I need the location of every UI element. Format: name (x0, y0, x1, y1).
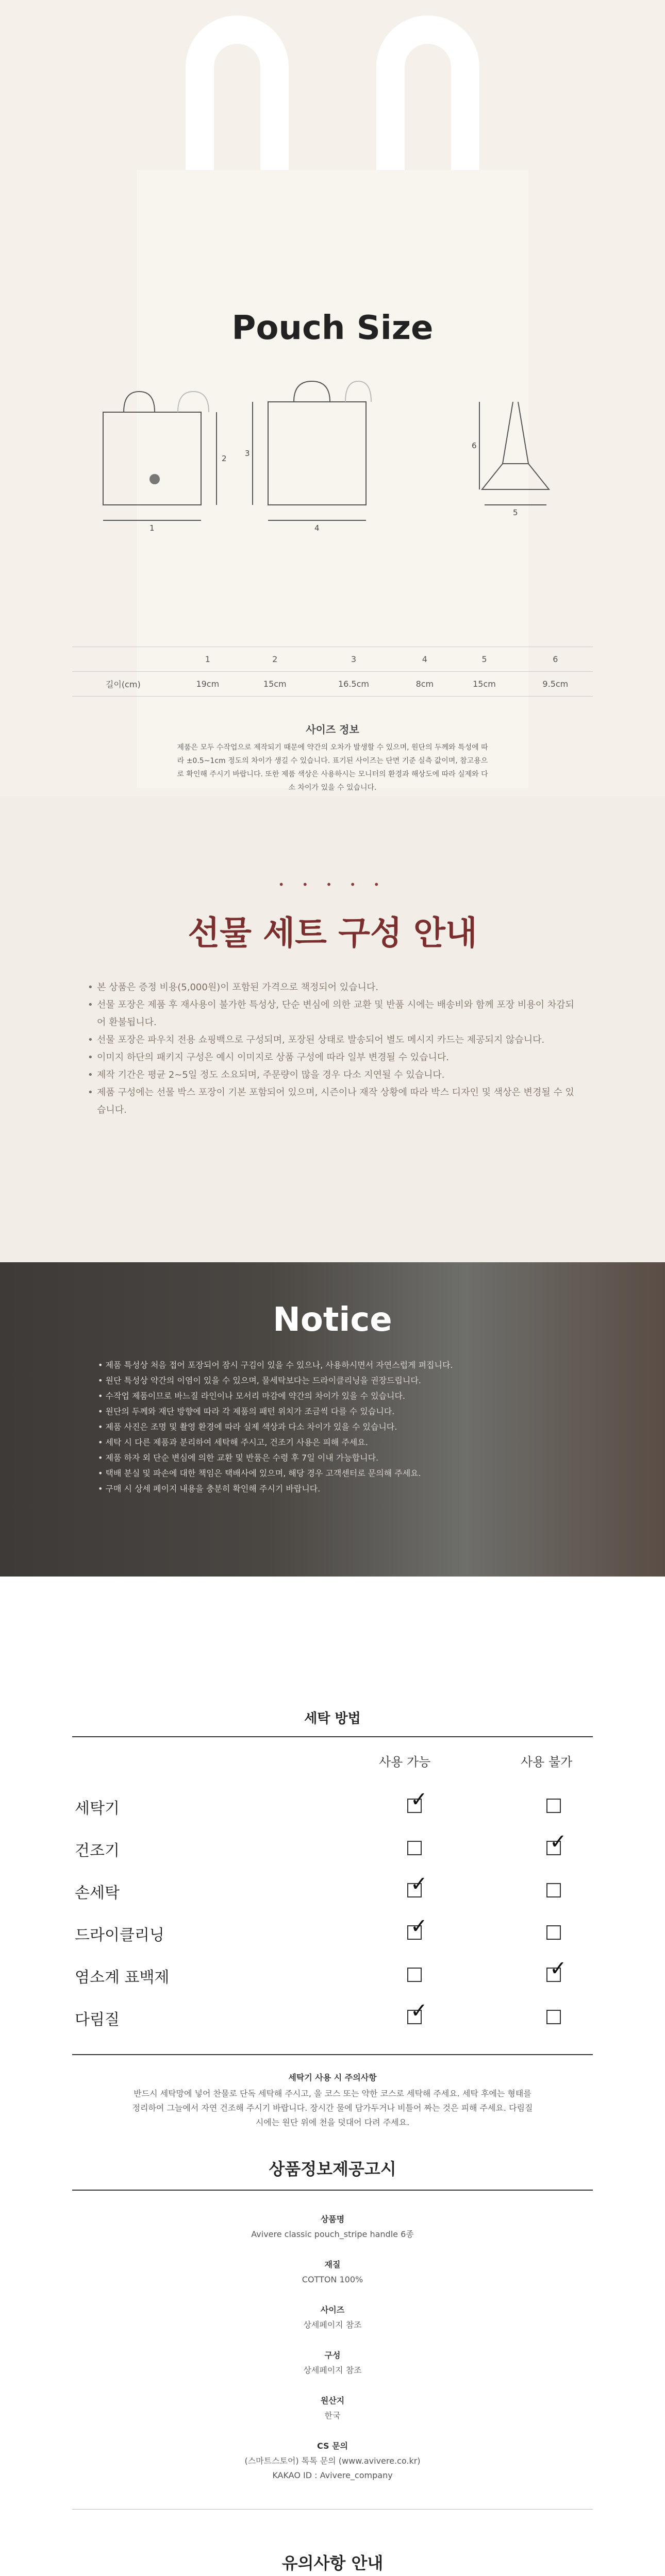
notice-section (0, 1262, 665, 1577)
gift-set-item: • 제품 구성에는 선물 박스 포장이 기본 포함되어 있으며, 시즌이나 재작 상황에 따라 박스 디자인 및 색상은 변경될 수 있습니다. (88, 1084, 583, 1119)
care-row-label: 다림질 (75, 2011, 120, 2029)
care-row-label: 손세탁 (75, 1884, 120, 1902)
product-info-section (0, 2117, 665, 2519)
gift-set-item: • 선물 포장은 파우치 전용 쇼핑백으로 구성되며, 포장된 상태로 발송되어 별도 메시지 카드는 제공되지 않습니다. (88, 1031, 583, 1049)
divider (72, 2190, 593, 2191)
pouch-dimension-diagram (77, 371, 588, 587)
notice-line: • 구매 시 상세 페이지 내용을 충분히 확인해 주시기 바랍니다. (98, 1484, 321, 1494)
care-row-label: 염소계 표백제 (75, 1969, 170, 1987)
svg-text:5: 5 (513, 508, 518, 517)
front-body-outline (103, 412, 201, 505)
notice-line: • 세탁 시 다른 제품과 분리하여 세탁해 주시고, 건조기 사용은 피해 주세요. (98, 1437, 368, 1447)
info-key: 사이즈 (320, 2305, 345, 2315)
care-checkbox-no (546, 1830, 567, 1855)
notice-line: • 제품 특성상 처음 접어 포장되어 잠시 구김이 있을 수 있으나, 사용하시면서 자연스럽게 펴집니다. (98, 1360, 453, 1370)
care-checkbox-ok (407, 1914, 428, 1940)
info-value: (스마트스토어) 톡톡 문의 (www.avivere.co.kr) KAKAO ID : Avivere_company (244, 2456, 421, 2480)
check-icon: ✓ (410, 1999, 428, 2023)
care-head-no: 사용 불가 (521, 1755, 573, 1769)
bag-handle-right (376, 15, 479, 185)
notice-line: • 제품 하자 외 단순 변심에 의한 교환 및 반품은 수령 후 7일 이내 가능합니다. (98, 1453, 379, 1463)
care-checkbox-ok (407, 1872, 428, 1897)
divider (72, 1736, 593, 1737)
info-key: 원산지 (320, 2396, 345, 2405)
info-key: 상품명 (320, 2214, 345, 2224)
care-checkbox-ok (407, 1999, 428, 2024)
info-value: 한국 (324, 2411, 341, 2420)
care-row-label: 건조기 (75, 1842, 120, 1860)
product-info-title: 상품정보제공고시 (269, 2159, 396, 2179)
care-head-ok: 사용 가능 (379, 1755, 431, 1769)
size-table-header-row: 1 2 3 4 5 6 (72, 647, 593, 672)
side-body-outline (482, 464, 549, 489)
info-key: 재질 (324, 2260, 341, 2269)
care-row-label: 세탁기 (75, 1800, 120, 1818)
check-icon: ✓ (410, 1872, 428, 1896)
notice-line: • 제품 사진은 조명 및 촬영 환경에 따라 실제 색상과 다소 차이가 있을 수 있습니다. (98, 1422, 397, 1432)
care-note-title: 세탁기 사용 시 주의사항 (288, 2073, 377, 2082)
check-icon: ✓ (550, 1957, 567, 1980)
care-checkbox-ok (407, 1968, 422, 1982)
notice-body (98, 1358, 567, 1497)
gift-set-item: • 제작 기간은 평균 2~5일 정도 소요되며, 주문량이 많을 경우 다소 지연될 수 있습니다. (88, 1066, 583, 1084)
info-value: 상세페이지 참조 (303, 2365, 362, 2375)
care-row-label: 드라이클리닝 (75, 1926, 164, 1944)
care-checkbox-no (546, 2010, 561, 2024)
care-checkbox-no (546, 1925, 561, 1940)
svg-text:4: 4 (314, 523, 320, 533)
check-icon: ✓ (410, 1914, 428, 1938)
check-icon: ✓ (410, 1788, 428, 1811)
size-table (72, 647, 593, 697)
divider (72, 2509, 593, 2510)
button-icon (149, 474, 160, 484)
decorative-dots: • • • • • (278, 878, 387, 891)
svg-text:6: 6 (472, 441, 477, 450)
info-value: Avivere classic pouch_stripe handle 6종 (251, 2229, 414, 2239)
care-note-body: 반드시 세탁망에 넣어 찬물로 단독 세탁해 주시고, 울 코스 또는 약한 코스로 세탁해 주세요. 세탁 후에는 형태를 정리하여 그늘에서 자연 건조해 주시기 바랍니다. 장시간 물에 담가두거나 비틀어 짜는 것은 피해 주세요. 다림질 시에는 원단 위에 천을 덧대어 다려 주세요. (132, 2089, 533, 2127)
notice-line: • 원단 특성상 약간의 이염이 있을 수 있으며, 물세탁보다는 드라이클리닝을 권장드립니다. (98, 1376, 421, 1385)
pouch-size-section (0, 0, 665, 796)
caution-title: 유의사항 안내 (281, 2553, 384, 2573)
divider (72, 2054, 593, 2055)
svg-text:3: 3 (245, 449, 250, 458)
svg-text:1: 1 (149, 523, 155, 533)
care-checkbox-no (546, 1957, 567, 1982)
notice-line: • 택배 분실 및 파손에 대한 책임은 택배사에 있으며, 해당 경우 고객센터로 문의해 주세요. (98, 1468, 421, 1478)
care-checkbox-no (546, 1799, 561, 1813)
care-checkbox-no (546, 1883, 561, 1897)
front-handle-line (124, 392, 155, 412)
gift-set-list (88, 979, 583, 1119)
gift-set-item: • 선물 포장은 제품 후 재사용이 불가한 특성상, 단순 변심에 의한 교환 및 반품 시에는 배송비와 함께 포장 비용이 차감되어 환불됩니다. (88, 996, 583, 1031)
info-value: COTTON 100% (302, 2275, 363, 2284)
gift-set-title: 선물 세트 구성 안내 (188, 914, 477, 953)
svg-text:2: 2 (222, 454, 227, 463)
check-icon: ✓ (550, 1830, 567, 1854)
notice-title: Notice (273, 1301, 392, 1339)
care-title: 세탁 방법 (304, 1711, 361, 1726)
care-checkbox-ok (407, 1841, 422, 1855)
flat-body-outline (268, 402, 366, 505)
info-value: 상세페이지 참조 (303, 2320, 362, 2330)
info-key: CS 문의 (317, 2441, 348, 2451)
size-info-title: 사이즈 정보 (306, 723, 359, 736)
bag-handle-left (186, 15, 289, 185)
gift-set-item: • 본 상품은 증정 비용(5,000원)이 포함된 가격으로 책정되어 있습니다. (88, 979, 583, 996)
gift-set-section (0, 796, 665, 1262)
notice-line: • 원단의 두께와 재단 방향에 따라 각 제품의 패턴 위치가 조금씩 다를 수 있습니다. (98, 1406, 395, 1416)
size-table-value-row: 길이(cm) 19cm 15cm 16.5cm 8cm 15cm 9.5cm (72, 672, 593, 697)
caution-section (0, 2519, 665, 2576)
info-key: 구성 (324, 2350, 341, 2360)
care-section (0, 1577, 665, 2127)
gift-set-item: • 이미지 하단의 패키지 구성은 예시 이미지로 상품 구성에 따라 일부 변경될 수 있습니다. (88, 1049, 583, 1066)
notice-line: • 수작업 제품이므로 바느질 라인이나 모서리 마감에 약간의 차이가 있을 수 있습니다. (98, 1391, 405, 1401)
size-info-body: 제품은 모두 수작업으로 제작되기 때문에 약간의 오차가 발생할 수 있으며, 원단의 두께와 특성에 따라 ±0.5~1cm 정도의 차이가 생길 수 있습니다. 표기된 사이즈는 단면 기준 실측 값이며, 참고용으로 확인해 주시기 바랍니다. 또한 제품 색상은 사용하시는 모니터의 환경과 해상도에 따라 실제와 다소 차이가 있을 수 있습니다. (177, 743, 488, 792)
pouch-size-title: Pouch Size (231, 309, 434, 347)
care-checkbox-ok (407, 1788, 428, 1813)
